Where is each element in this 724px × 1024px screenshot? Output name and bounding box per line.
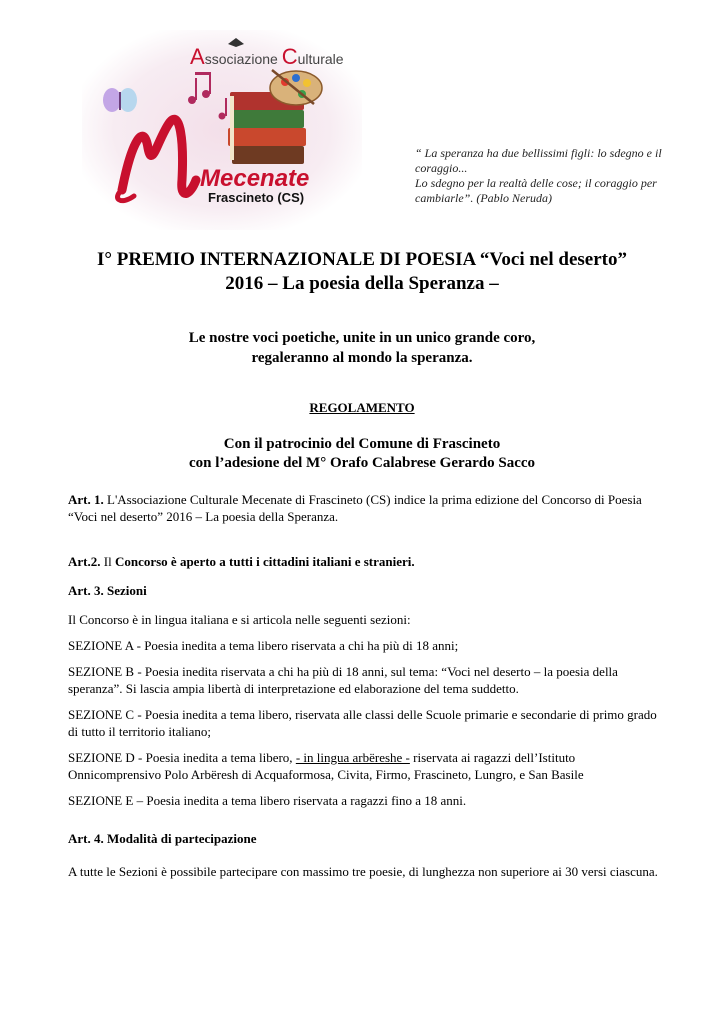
title-line-2: 2016 – La poesia della Speranza – — [225, 273, 499, 294]
logo-text-associazione: ssociazione — [204, 51, 282, 67]
title-line-1: I° PREMIO INTERNAZIONALE DI POESIA “Voci nel deserto” — [97, 249, 627, 270]
quote-author: (Pablo Neruda) — [476, 191, 552, 205]
motto — [0, 328, 724, 368]
regulation-body — [68, 491, 668, 880]
article-4-heading: Art. 4. Modalità di partecipazione — [68, 831, 257, 846]
article-2-text: Concorso è aperto a tutti i cittadini italiani e stranieri. — [114, 554, 415, 569]
section-a: SEZIONE A - Poesia inedita a tema libero riservata a chi ha più di 18 anni; — [68, 638, 459, 653]
article-2 — [68, 553, 668, 570]
section-d-pre: SEZIONE D - Poesia inedita a tema libero, — [68, 750, 296, 765]
logo-letter-c: C — [281, 44, 298, 69]
quote-line-2 — [415, 176, 705, 206]
section-e: SEZIONE E – Poesia inedita a tema libero riservata a ragazzi fino a 18 anni. — [68, 793, 467, 808]
article-2-plain: Il — [100, 554, 115, 569]
article-1 — [68, 491, 668, 525]
logo-graphic — [82, 30, 362, 230]
section-d — [68, 749, 668, 783]
section-c: SEZIONE C - Poesia inedita a tema libero, riservata alle classi delle Scuole primarie e secondarie di primo grado di tutto il territorio italiano; — [68, 707, 657, 739]
patronage — [0, 435, 724, 473]
neruda-quote — [415, 146, 705, 206]
palette-icon — [270, 70, 322, 105]
article-4-text: A tutte le Sezioni è possibile partecipare con massimo tre poesie, di lunghezza non superiore ai 30 versi ciascuna. — [68, 864, 658, 879]
rules-heading: REGOLAMENTO — [309, 400, 415, 415]
logo-brand-text: Mecenate — [200, 165, 310, 192]
article-1-text: L'Associazione Culturale Mecenate di Frascineto (CS) indice la prima edizione del Concorso di Poesia “Voci nel deserto” 2016 – La poesia della Speranza. — [68, 492, 642, 524]
quote-line-1: “ La speranza ha due bellissimi figli: lo sdegno e il coraggio... — [415, 146, 662, 175]
logo-text-culturale: ulturale — [297, 51, 344, 67]
page-title — [0, 248, 724, 296]
motto-line-2: regaleranno al mondo la speranza. — [251, 350, 473, 366]
association-logo — [82, 30, 362, 230]
patronage-line-2: con l’adesione del M° Orafo Calabrese Gerardo Sacco — [188, 455, 536, 471]
logo-letter-a: A — [190, 44, 205, 69]
section-d-post: riservata ai ragazzi dell’Istituto Onnicomprensivo Polo Arbëresh di Acquaformosa, Civita, Firmo, Frascineto, Lungro, e San Basile — [68, 750, 584, 782]
patronage-line-1: Con il patrocinio del Comune di Frascineto — [223, 436, 501, 452]
section-b: SEZIONE B - Poesia inedita riservata a chi ha più di 18 anni, sul tema: “Voci nel deserto – la poesia della speranza”. Si lascia ampia libertà di interpretazione ed elaborazione del tema suddetto. — [68, 664, 618, 696]
article-1-label: Art. 1. — [68, 492, 104, 507]
section-d-language: - in lingua arbëreshe - — [295, 750, 410, 765]
motto-line-1: Le nostre voci poetiche, unite in un unico grande coro, — [188, 330, 536, 346]
article-3-intro: Il Concorso è in lingua italiana e si articola nelle seguenti sezioni: — [68, 612, 411, 627]
article-2-label: Art.2. — [68, 554, 101, 569]
logo-place-text: Frascineto (CS) — [208, 190, 305, 205]
article-3-heading: Art. 3. Sezioni — [68, 583, 147, 598]
quote-text: Lo sdegno per la realtà delle cose; il coraggio per cambiarle”. — [415, 176, 657, 205]
